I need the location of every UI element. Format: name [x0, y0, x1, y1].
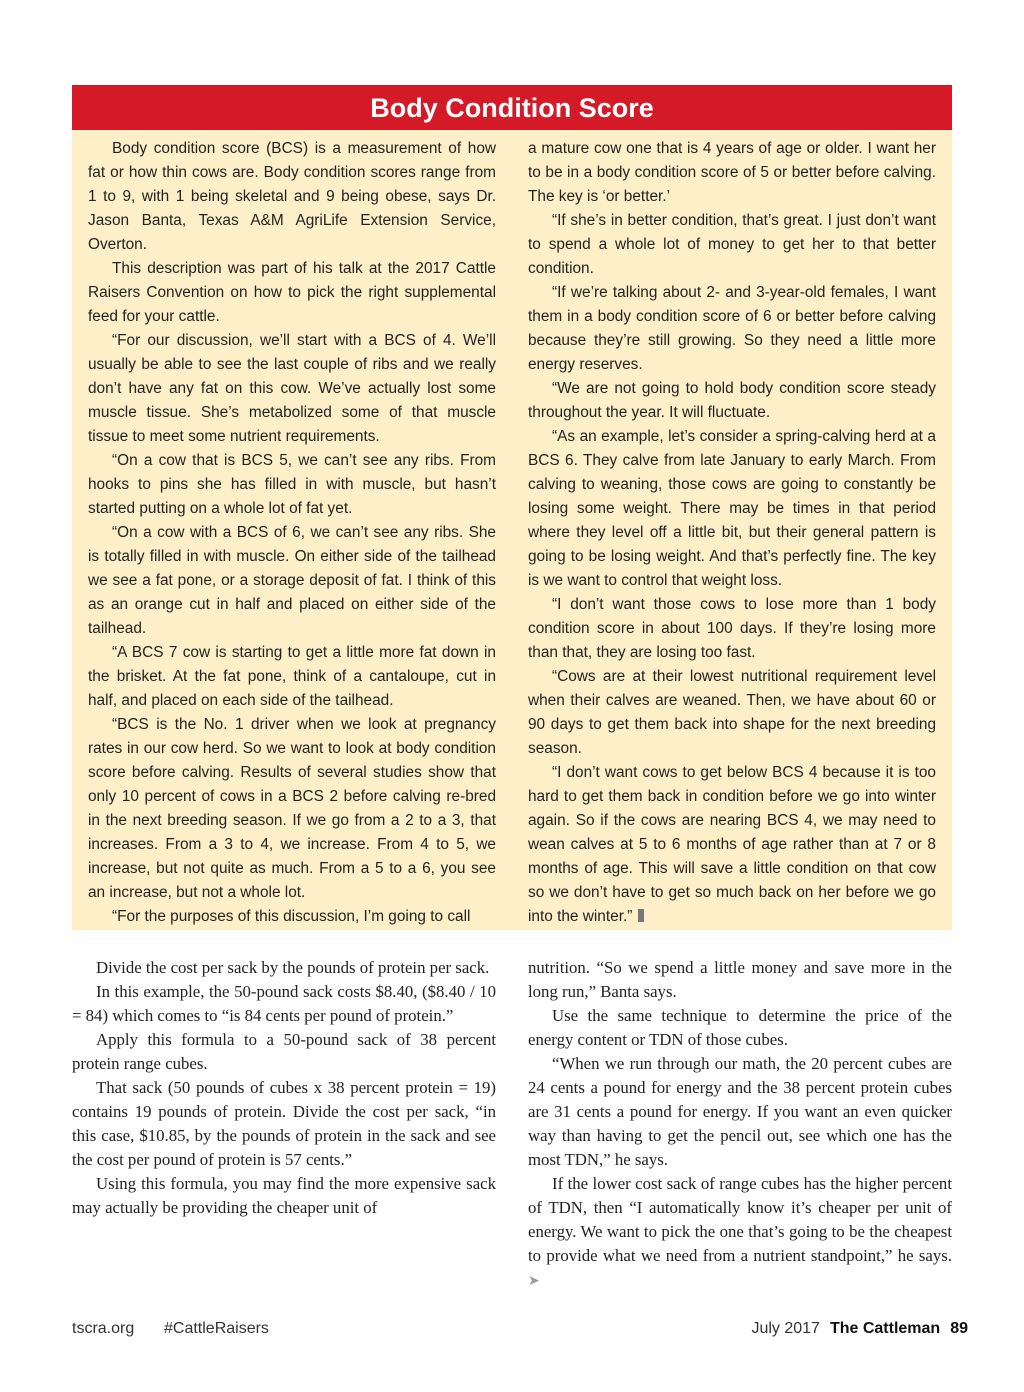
article-column-left: [72, 956, 496, 1220]
sidebar-paragraph: “I don’t want those cows to lose more than 1 body condition score in about 100 days. If they’re losing more than that, they are losing too fast.: [528, 596, 936, 661]
sidebar-paragraph: “As an example, let’s consider a spring-calving herd at a BCS 6. They calve from late January to early March. From calving to weaning, those cows are going to constantly be losing some weight. There may be times in that period where they level off a little bit, but their general pattern is going to be losing weight. And that’s perfectly fine. The key is we want to control that weight loss.: [528, 428, 936, 589]
article-paragraph-text: If the lower cost sack of range cubes has the higher percent of TDN, then “I automatically know it’s cheaper per unit of energy. We want to pick the one that’s going to be the cheapest to provide what we need from a nutrient standpoint,” he says.: [528, 1174, 952, 1265]
footer-hashtag: #CattleRaisers: [164, 1320, 269, 1337]
page-footer: [72, 1320, 968, 1344]
article-paragraph: In this example, the 50-pound sack costs $8.40, ($8.40 / 10 = 84) which comes to “is 84 cents per pound of protein.”: [72, 982, 496, 1025]
sidebar-paragraph: “A BCS 7 cow is starting to get a little more fat down in the brisket. At the fat pone, think of a cantaloupe, cut in half, and placed on each side of the tailhead.: [88, 644, 496, 709]
footer-date: July 2017: [751, 1320, 820, 1337]
article-paragraph: Use the same technique to determine the price of the energy content or TDN of those cubes.: [528, 1006, 952, 1049]
sidebar-paragraph: “For the purposes of this discussion, I’m going to call: [112, 908, 471, 925]
article-paragraph: That sack (50 pounds of cubes x 38 percent protein = 19) contains 19 pounds of protein. Divide the cost per sack, “in this case, $10.85, by the pounds of protein in the sack and see the cost per pound of protein is 57 cents.”: [72, 1078, 496, 1169]
sidebar-paragraph: “On a cow that is BCS 5, we can’t see any ribs. From hooks to pins she has filled in with muscle, but hasn’t started putting on a whole lot of fat yet.: [88, 452, 496, 517]
sidebar-paragraph: “We are not going to hold body condition score steady throughout the year. It will fluctuate.: [528, 380, 936, 421]
article-paragraph: Using this formula, you may find the more expensive sack may actually be providing the cheaper unit of: [72, 1174, 496, 1217]
footer-magazine-name: The Cattleman: [829, 1320, 941, 1337]
sidebar-paragraph-last: [528, 761, 936, 929]
article-paragraph: Divide the cost per sack by the pounds of protein per sack.: [96, 958, 490, 977]
article-paragraph-last: [528, 1172, 952, 1293]
sidebar-paragraph: “For our discussion, we’ll start with a BCS of 4. We’ll usually be able to see the last couple of ribs and we really don’t have any fat on this cow. We’ve actually lost some muscle tissue. She’s metabolized some of that muscle tissue to meet some nutrient requirements.: [88, 332, 496, 445]
sidebar-column-right: [528, 137, 936, 929]
sidebar-paragraph: “If she’s in better condition, that’s great. I just don’t want to spend a whole lot of money to get her to that better condition.: [528, 212, 936, 277]
sidebar-box: [72, 85, 952, 930]
sidebar-paragraph: This description was part of his talk at the 2017 Cattle Raisers Convention on how to pick the right supplemental feed for your cattle.: [88, 260, 496, 325]
sidebar-column-left: [88, 137, 496, 929]
footer-page-number: 89: [950, 1320, 968, 1337]
continue-arrow-icon: ➤: [528, 1273, 540, 1289]
sidebar-title: Body Condition Score: [72, 85, 952, 130]
sidebar-paragraph: “On a cow with a BCS of 6, we can’t see any ribs. She is totally filled in with muscle. On either side of the tailhead we see a fat pone, or a storage deposit of fat. I think of this as an orange cut in half and placed on either side of the tailhead.: [88, 524, 496, 637]
sidebar-paragraph: Body condition score (BCS) is a measurement of how fat or how thin cows are. Body condition scores range from 1 to 9, with 1 being skeletal and 9 being obese, says Dr. Jason Banta, Texas A&M AgriLife Extension Service, Overton.: [88, 140, 496, 253]
sidebar-paragraph: “BCS is the No. 1 driver when we look at pregnancy rates in our cow herd. So we want to look at body condition score before calving. Results of several studies show that only 10 percent of cows in a BCS 2 before calving re-bred in the next breeding season. If we go from a 2 to a 3, that increases. From a 3 to 4, we increase. From 4 to 5, we increase, but not quite as much. From a 5 to a 6, you see an increase, but not a whole lot.: [88, 716, 496, 901]
sidebar-paragraph: “If we’re talking about 2- and 3-year-old females, I want them in a body condition score of 6 or better before calving because they’re still growing. So they need a little more energy reserves.: [528, 284, 936, 373]
article-paragraph: nutrition. “So we spend a little money and save more in the long run,” Banta says.: [528, 958, 952, 1001]
sidebar-paragraph: a mature cow one that is 4 years of age or older. I want her to be in a body condition score of 5 or better before calving. The key is ‘or better.’: [528, 140, 936, 205]
footer-website-link[interactable]: tscra.org: [72, 1320, 135, 1337]
end-of-story-square-icon: [638, 909, 644, 922]
footer-issue-info: [751, 1320, 968, 1338]
article-paragraph: “When we run through our math, the 20 percent cubes are 24 cents a pound for energy and the 38 percent protein cubes are 31 cents a pound for energy. If you want an even quicker way than having to get the pencil out, see which one has the most TDN,” he says.: [528, 1054, 952, 1169]
article-paragraph: Apply this formula to a 50-pound sack of 38 percent protein range cubes.: [72, 1030, 496, 1073]
sidebar-paragraph: “Cows are at their lowest nutritional requirement level when their calves are weaned. Then, we have about 60 or 90 days to get them back into shape for the next breeding season.: [528, 668, 936, 757]
sidebar-paragraph-text: “I don’t want cows to get below BCS 4 because it is too hard to get them back in condition before we go into winter again. So if the cows are nearing BCS 4, we may need to wean calves at 5 to 6 months of age rather than at 7 or 8 months of age. This will save a little condition on that cow so we don’t have to get so much back on her before we go into the winter.”: [528, 764, 936, 925]
article-column-right: [528, 956, 952, 1293]
